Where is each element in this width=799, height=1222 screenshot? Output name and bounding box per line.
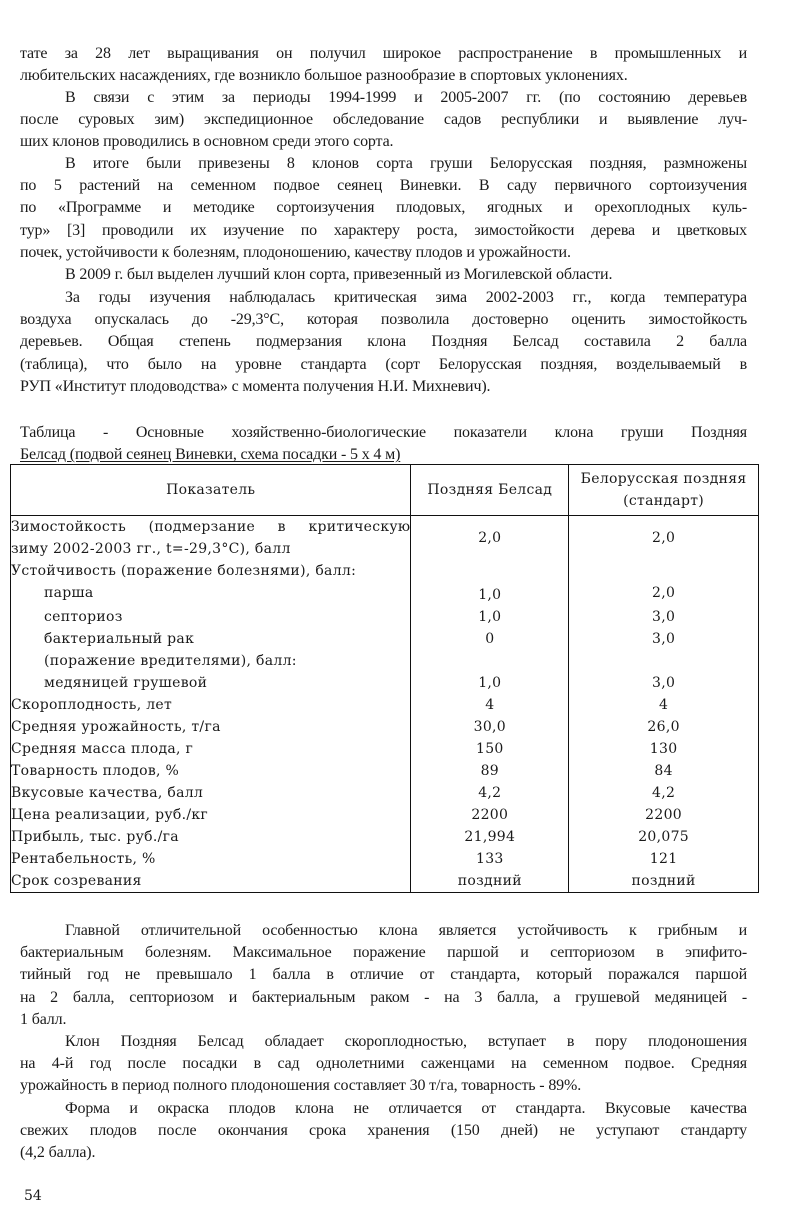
row-label: Срок созревания [11, 870, 411, 893]
text-line: урожайность в период полного плодоношения составляет 30 т/га, товарность - 89%. [20, 1077, 582, 1095]
row-clone-value: 2200 [411, 804, 569, 826]
table-row [11, 760, 759, 782]
text-line: За годы изучения наблюдалась критическая зима 2002-2003 гг., когда температура [65, 289, 747, 306]
table-row [11, 870, 759, 893]
table-caption [20, 422, 747, 466]
table-row [11, 782, 759, 804]
table-row [11, 694, 759, 716]
row-standard-value: 26,0 [569, 716, 759, 738]
row-standard-value: 3,0 [569, 628, 759, 650]
table-row [11, 560, 759, 582]
text-line: тате за 28 лет выращивания он получил широкое распространение в промышленных и [20, 45, 747, 62]
row-label [11, 516, 411, 561]
row-label: Вкусовые качества, балл [11, 782, 411, 804]
header-clone: Поздняя Белсад [411, 465, 569, 516]
paragraph-expedition [20, 87, 747, 154]
row-standard-value: поздний [569, 870, 759, 893]
text-line: воздуха опускалась до -29,3°С, которая позволила достоверно оценить зимостойкость [20, 311, 747, 329]
row-label: Рентабельность, % [11, 848, 411, 870]
row-clone-value: 1,0 [411, 582, 569, 606]
text-line: (таблица), что было на уровне стандарта (сорт Белорусская поздняя, возделываемый в [20, 355, 747, 373]
text-line: после суровых зим) экспедиционное обследование садов республики и выявление луч- [20, 111, 747, 129]
paragraph-winter-hardiness [20, 287, 747, 398]
table-row [11, 804, 759, 826]
text-line: (4,2 балла). [20, 1144, 96, 1162]
caption-line: Таблица - Основные хозяйственно-биологические показатели клона груши Поздняя [20, 424, 747, 441]
row-standard-value: 20,075 [569, 826, 759, 848]
row-standard-value: 2,0 [569, 516, 759, 561]
table-row [11, 716, 759, 738]
text-line: почек, устойчивости к болезням, плодоношению, качеству плодов и урожайности. [20, 243, 571, 261]
row-standard-value: 84 [569, 760, 759, 782]
row-label: (поражение вредителями), балл: [11, 650, 411, 672]
header-standard-line: (стандарт) [623, 493, 705, 509]
table-row [11, 826, 759, 848]
text-line: любительских насаждениях, где возникло большое разнообразие в спортовых уклонениях. [20, 67, 628, 85]
text-line: ших клонов проводились в основном среди этого сорта. [20, 133, 394, 151]
paragraph-continuation [20, 43, 747, 87]
table-row [11, 738, 759, 760]
row-label: Скороплодность, лет [11, 694, 411, 716]
row-clone-value: поздний [411, 870, 569, 893]
text-line: деревьев. Общая степень подмерзания клона Поздняя Белсад составила 2 балла [20, 333, 747, 351]
row-standard-value [569, 560, 759, 582]
row-standard-value: 4,2 [569, 782, 759, 804]
row-label: Средняя урожайность, т/га [11, 716, 411, 738]
text-line: свежих плодов после окончания срока хранения (150 дней) не уступают стандарту [20, 1122, 747, 1140]
row-clone-value: 1,0 [411, 606, 569, 628]
row-standard-value [569, 650, 759, 672]
header-indicator: Показатель [11, 465, 411, 516]
text-line: РУП «Институт плодоводства» с момента получения Н.И. Михневич). [20, 377, 491, 395]
row-clone-value: 150 [411, 738, 569, 760]
row-label: медяницей грушевой [11, 672, 411, 694]
row-label-line: зиму 2002-2003 гг., t=-29,3°С), балл [11, 541, 291, 557]
row-clone-value: 0 [411, 628, 569, 650]
text-line: В итоге были привезены 8 клонов сорта груши Белорусская поздняя, размножены [65, 155, 747, 172]
row-clone-value: 30,0 [411, 716, 569, 738]
text-line: на 4-й год после посадки в сад однолетними саженцами на семенном подвое. Средняя [20, 1055, 747, 1073]
header-standard [569, 465, 759, 516]
page-number: 54 [24, 1188, 42, 1204]
row-clone-value: 4 [411, 694, 569, 716]
row-standard-value: 3,0 [569, 606, 759, 628]
row-clone-value: 1,0 [411, 672, 569, 694]
caption-line: Белсад (подвой сеянец Виневки, схема посадки - 5 х 4 м) [20, 446, 401, 463]
row-clone-value: 133 [411, 848, 569, 870]
paragraph-selection-2009 [20, 264, 747, 286]
row-standard-value: 121 [569, 848, 759, 870]
paragraph-resistance [20, 920, 747, 1031]
text-line: тийный год не превышало 1 балла в отличие от стандарта, который поражался паршой [20, 966, 747, 984]
text-line: по «Программе и методике сортоизучения плодовых, ягодных и орехоплодных куль- [20, 199, 747, 217]
row-standard-value: 3,0 [569, 672, 759, 694]
row-clone-value: 89 [411, 760, 569, 782]
text-line: тур» [3] проводили их изучение по характеру роста, зимостойкости дерева и цветковых [20, 221, 747, 239]
text-line: по 5 растений на семенном подвое сеянец Виневки. В саду первичного сортоизучения [20, 177, 747, 195]
row-label: Устойчивость (поражение болезнями), балл: [11, 560, 411, 582]
text-line: Форма и окраска плодов клона не отличается от стандарта. Вкусовые качества [65, 1100, 747, 1117]
text-line: Клон Поздняя Белсад обладает скороплодностью, вступает в пору плодоношения [65, 1033, 747, 1050]
row-label: Прибыль, тыс. руб./га [11, 826, 411, 848]
text-line: 1 балл. [20, 1010, 67, 1028]
row-standard-value: 4 [569, 694, 759, 716]
row-label: септориоз [11, 606, 411, 628]
table-row [11, 516, 759, 561]
row-standard-value: 2,0 [569, 582, 759, 606]
row-label: Средняя масса плода, г [11, 738, 411, 760]
text-line: Главной отличительной особенностью клона является устойчивость к грибным и [65, 922, 747, 939]
row-label-line: Зимостойкость (подмерзание в критическую [11, 519, 411, 535]
text-line: В 2009 г. был выделен лучший клон сорта, привезенный из Могилевской области. [65, 266, 613, 283]
text-line: В связи с этим за периоды 1994-1999 и 2005-2007 гг. (по состоянию деревьев [65, 89, 747, 106]
row-label: Цена реализации, руб./кг [11, 804, 411, 826]
table-row [11, 582, 759, 606]
row-standard-value: 2200 [569, 804, 759, 826]
paragraph-clones [20, 153, 747, 264]
header-standard-line: Белорусская поздняя [580, 471, 747, 487]
text-line: на 2 балла, септориозом и бактериальным раком - на 3 балла, а грушевой медяницей - [20, 988, 747, 1006]
paragraph-fruit-quality [20, 1098, 747, 1165]
row-clone-value: 21,994 [411, 826, 569, 848]
table-row [11, 650, 759, 672]
row-label: бактериальный рак [11, 628, 411, 650]
row-label: парша [11, 582, 411, 606]
row-clone-value [411, 560, 569, 582]
row-clone-value [411, 650, 569, 672]
row-label: Товарность плодов, % [11, 760, 411, 782]
table-row [11, 606, 759, 628]
indicators-table [10, 464, 759, 893]
paragraph-early-bearing [20, 1031, 747, 1098]
text-line: бактериальным болезням. Максимальное поражение паршой и септориозом в эпифито- [20, 944, 747, 962]
row-clone-value: 2,0 [411, 516, 569, 561]
row-standard-value: 130 [569, 738, 759, 760]
table-row [11, 848, 759, 870]
table-header-row [11, 465, 759, 516]
table-row [11, 628, 759, 650]
row-clone-value: 4,2 [411, 782, 569, 804]
table-row [11, 672, 759, 694]
